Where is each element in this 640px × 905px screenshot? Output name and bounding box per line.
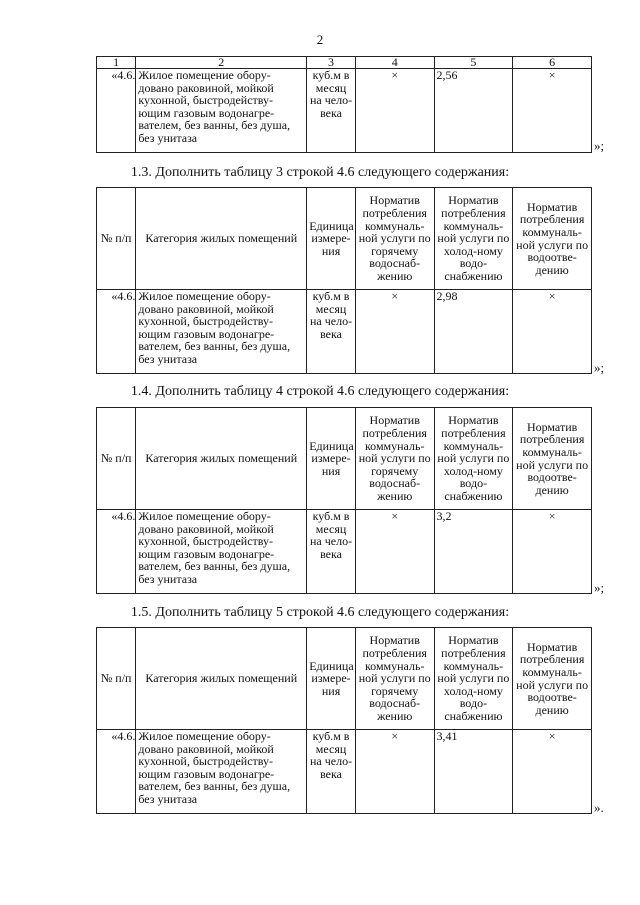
unit-cell: куб.м в месяц на чело-века — [307, 290, 356, 374]
table-row — [97, 730, 592, 814]
header-hot-water: Норматив потребления коммуналь-ной услуги по горячему водоснаб-жению — [355, 408, 434, 510]
page-number: 2 — [316, 32, 324, 47]
closing-quote: »; — [594, 138, 605, 153]
drainage-cell: × — [513, 510, 592, 594]
header-num: № п/п — [97, 628, 136, 730]
table-header-row — [97, 628, 592, 730]
header-category: Категория жилых помещений — [136, 408, 307, 510]
category-cell: Жилое помещение обору-довано раковиной, мойкой кухонной, быстродейству-ющим газовым водонагре-вателем, без ванны, без душа, без унитаза — [136, 510, 307, 594]
header-unit: Единица измере-ния — [307, 188, 356, 290]
header-drainage: Норматив потребления коммуналь-ной услуги по водоотве-дению — [513, 188, 592, 290]
hot-water-cell: × — [355, 290, 434, 374]
row-number: «4.6. — [97, 730, 136, 814]
header-category: Категория жилых помещений — [136, 188, 307, 290]
hot-water-cell: × — [355, 510, 434, 594]
column-number: 1 — [97, 57, 136, 69]
table-row — [97, 290, 592, 374]
category-cell: Жилое помещение обору-довано раковиной, мойкой кухонной, быстродейству-ющим газовым водонагре-вателем, без ванны, без душа, без унитаза — [136, 730, 307, 814]
section-caption-1-4: 1.4. Дополнить таблицу 4 строкой 4.6 следующего содержания: — [130, 384, 510, 399]
drainage-cell: × — [513, 69, 592, 153]
header-category: Категория жилых помещений — [136, 628, 307, 730]
row-number: «4.6. — [97, 510, 136, 594]
cold-water-value: 3,41 — [434, 730, 513, 814]
table-row — [97, 510, 592, 594]
header-num: № п/п — [97, 188, 136, 290]
closing-quote: »; — [594, 360, 605, 375]
column-number: 4 — [355, 57, 434, 69]
table-1-continuation — [96, 56, 592, 153]
table-5 — [96, 627, 592, 814]
column-number: 2 — [136, 57, 307, 69]
header-hot-water: Норматив потребления коммуналь-ной услуги по горячему водоснаб-жению — [355, 188, 434, 290]
drainage-cell: × — [513, 730, 592, 814]
table-4 — [96, 407, 592, 594]
closing-quote: ». — [594, 800, 604, 815]
closing-quote: »; — [594, 580, 605, 595]
hot-water-cell: × — [355, 730, 434, 814]
category-cell: Жилое помещение обору-довано раковиной, мойкой кухонной, быстродейству-ющим газовым водонагре-вателем, без ванны, без душа, без унитаза — [136, 69, 307, 153]
header-hot-water: Норматив потребления коммуналь-ной услуги по горячему водоснаб-жению — [355, 628, 434, 730]
cold-water-value: 2,56 — [434, 69, 513, 153]
column-number-row — [97, 57, 592, 69]
unit-cell: куб.м в месяц на чело-века — [307, 69, 356, 153]
drainage-cell: × — [513, 290, 592, 374]
category-cell: Жилое помещение обору-довано раковиной, мойкой кухонной, быстродейству-ющим газовым водонагре-вателем, без ванны, без душа, без унитаза — [136, 290, 307, 374]
row-number: «4.6. — [97, 69, 136, 153]
table-header-row — [97, 408, 592, 510]
hot-water-cell: × — [355, 69, 434, 153]
unit-cell: куб.м в месяц на чело-века — [307, 510, 356, 594]
table-3 — [96, 187, 592, 374]
column-number: 3 — [307, 57, 356, 69]
column-number: 6 — [513, 57, 592, 69]
header-cold-water: Норматив потребления коммуналь-ной услуги по холод-ному водо-снабжению — [434, 628, 513, 730]
table-row — [97, 69, 592, 153]
unit-cell: куб.м в месяц на чело-века — [307, 730, 356, 814]
header-unit: Единица измере-ния — [307, 408, 356, 510]
cold-water-value: 3,2 — [434, 510, 513, 594]
column-number: 5 — [434, 57, 513, 69]
header-num: № п/п — [97, 408, 136, 510]
section-caption-1-5: 1.5. Дополнить таблицу 5 строкой 4.6 следующего содержания: — [130, 605, 510, 620]
header-cold-water: Норматив потребления коммуналь-ной услуги по холод-ному водо-снабжению — [434, 188, 513, 290]
header-cold-water: Норматив потребления коммуналь-ной услуги по холод-ному водо-снабжению — [434, 408, 513, 510]
header-drainage: Норматив потребления коммуналь-ной услуги по водоотве-дению — [513, 628, 592, 730]
section-caption-1-3: 1.3. Дополнить таблицу 3 строкой 4.6 следующего содержания: — [130, 165, 510, 180]
header-drainage: Норматив потребления коммуналь-ной услуги по водоотве-дению — [513, 408, 592, 510]
header-unit: Единица измере-ния — [307, 628, 356, 730]
table-header-row — [97, 188, 592, 290]
row-number: «4.6. — [97, 290, 136, 374]
cold-water-value: 2,98 — [434, 290, 513, 374]
